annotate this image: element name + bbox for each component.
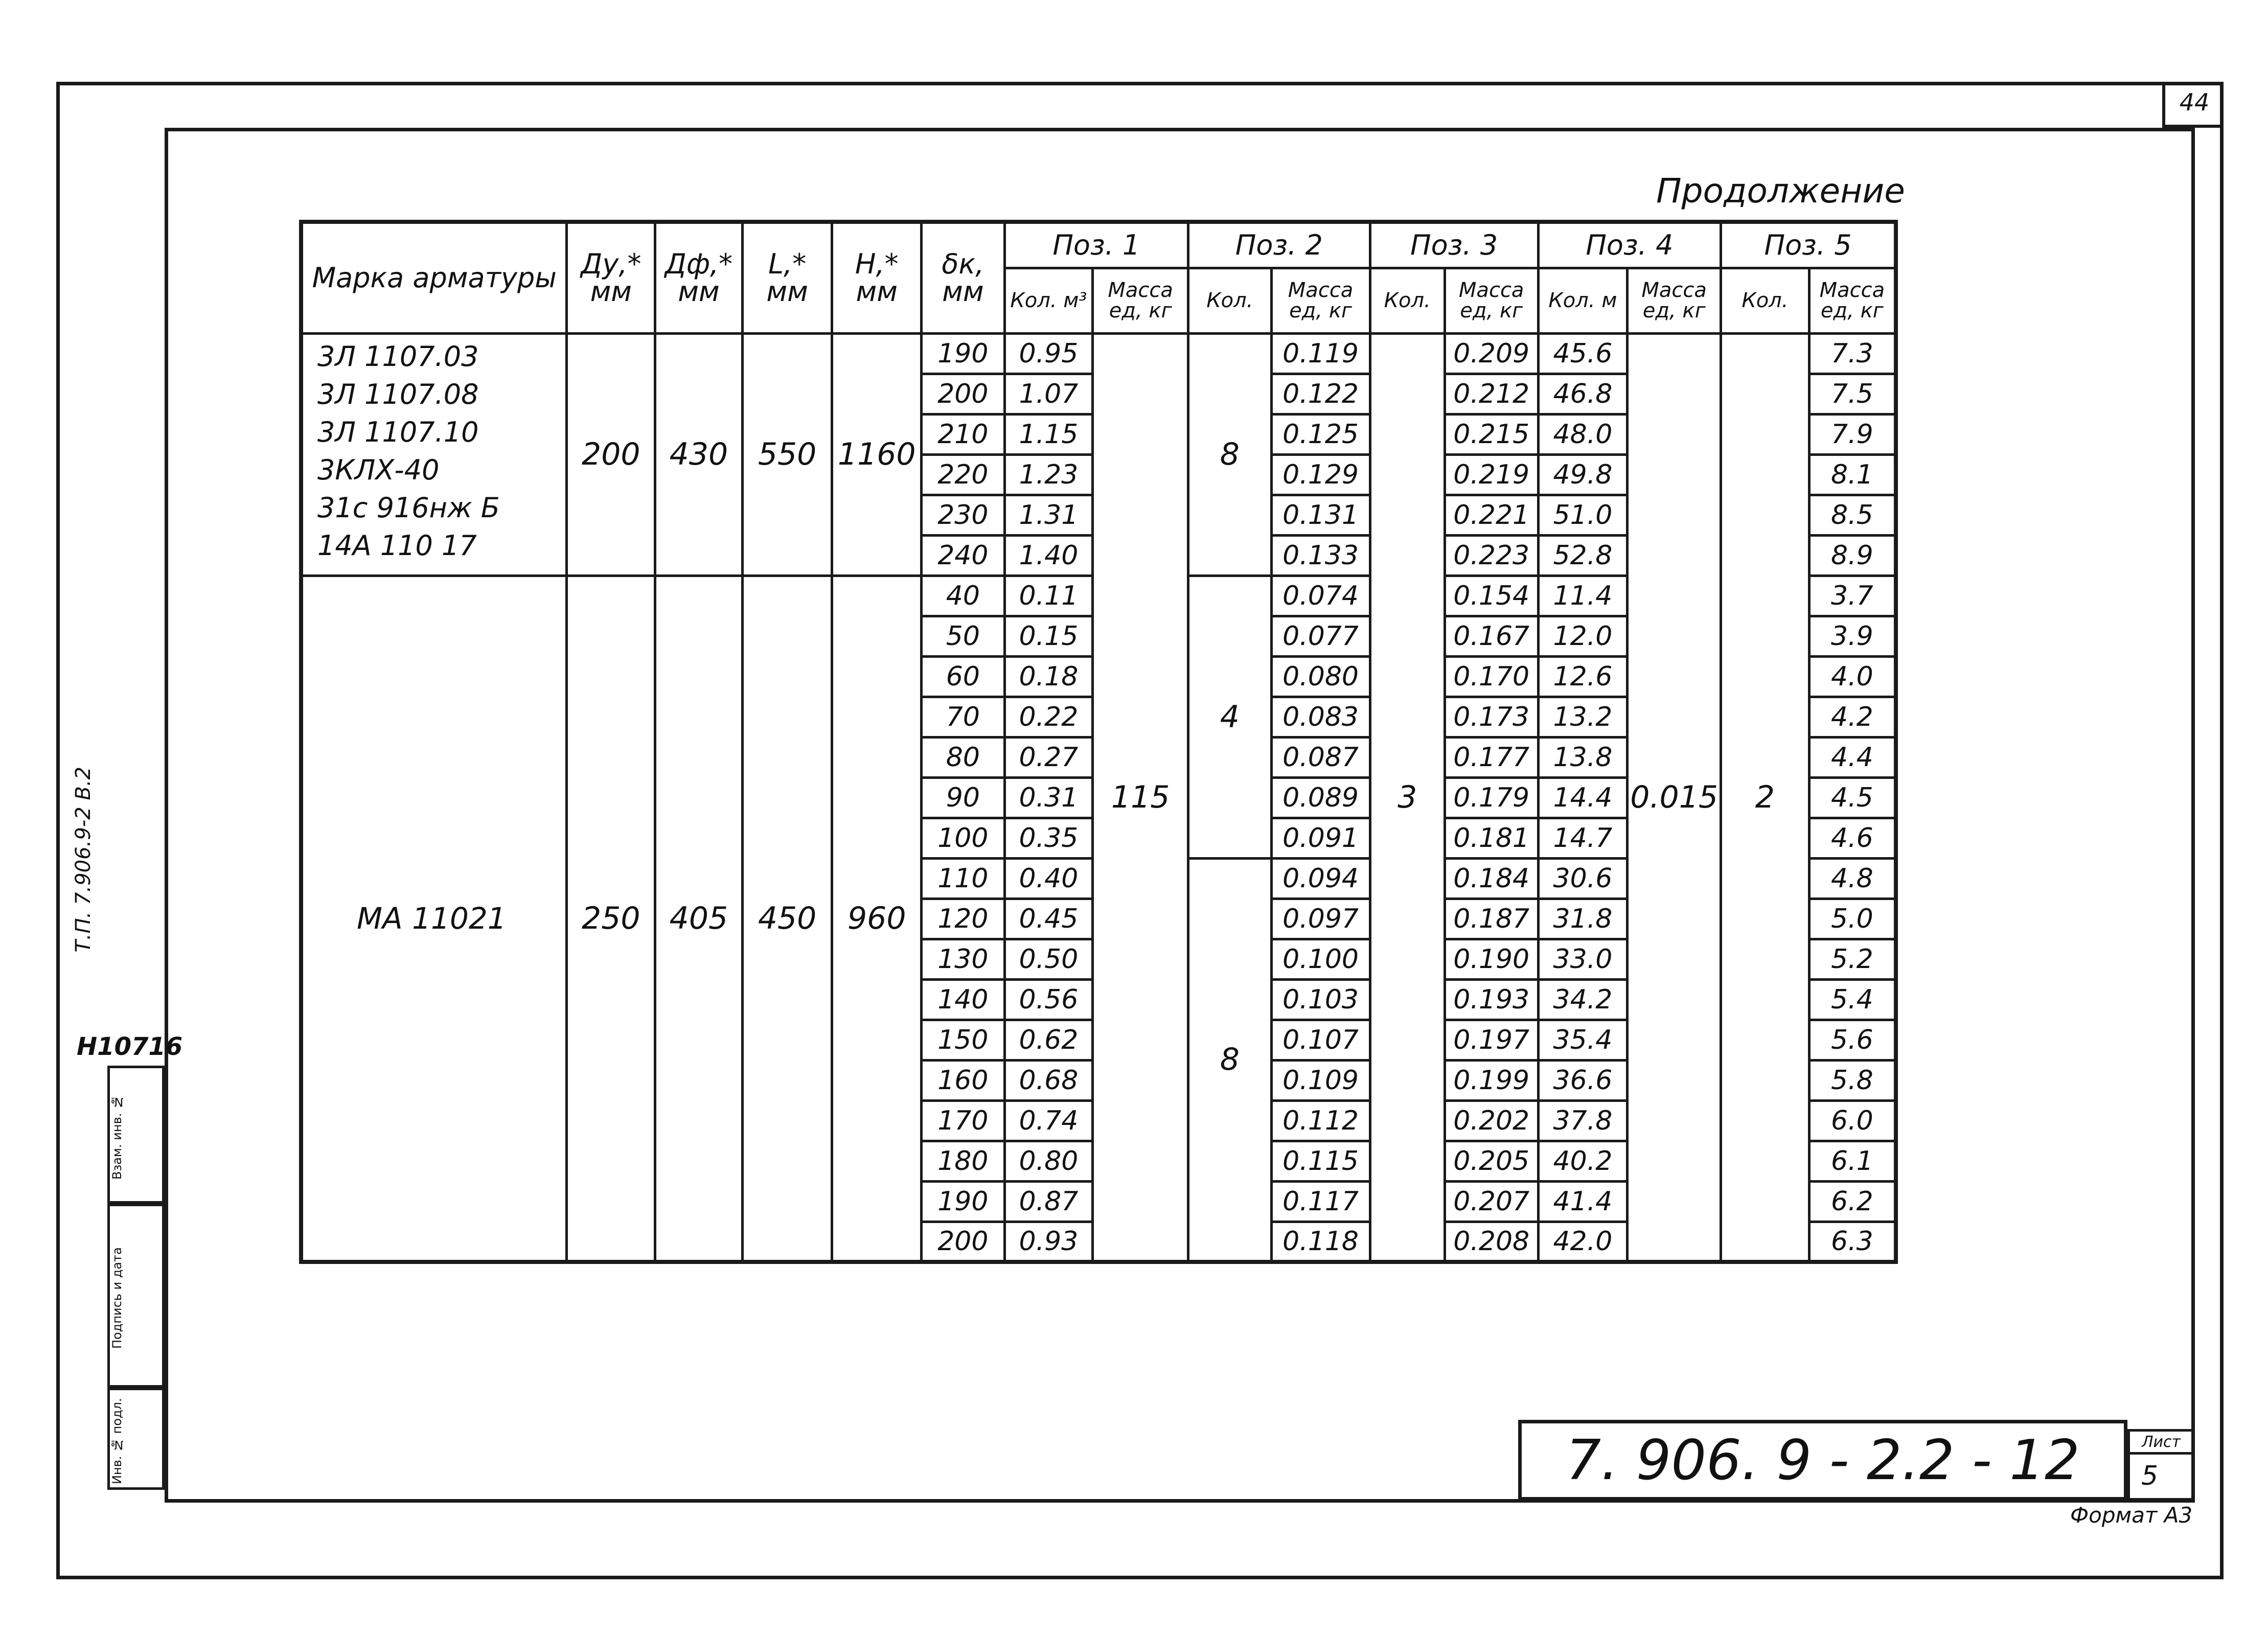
p3-massa-cell: 0.199 (1445, 1060, 1538, 1100)
table-row (301, 333, 1896, 374)
p5-massa-cell: 8.1 (1809, 454, 1896, 495)
document-reference: Т.П. 7.906.9-2 В.2 (72, 767, 95, 953)
header-p3-massa: Масса ед, кг (1445, 268, 1538, 333)
marka-item: 3Л 1107.03 (317, 340, 479, 373)
dk-cell: 190 (922, 333, 1004, 374)
p2-massa-cell: 0.115 (1271, 1141, 1370, 1181)
p2-massa-cell: 0.074 (1271, 575, 1370, 616)
header-du: Ду,* мм (567, 222, 655, 333)
du-value-1: 200 (567, 333, 655, 575)
header-p2-kol: Кол. (1188, 268, 1271, 333)
p2-massa-cell: 0.089 (1271, 777, 1370, 818)
header-poz2: Поз. 2 (1188, 222, 1370, 268)
header-dk: δк, мм (922, 222, 1004, 333)
p2-massa-cell: 0.125 (1271, 414, 1370, 454)
p2-massa-cell: 0.087 (1271, 737, 1370, 777)
l-value-2: 450 (742, 575, 832, 1262)
p5-kol-value: 2 (1721, 333, 1809, 1262)
p3-massa-cell: 0.209 (1445, 333, 1538, 374)
h-value-1: 1160 (832, 333, 922, 575)
p2-massa-cell: 0.097 (1271, 899, 1370, 939)
format-label: Формат А3 (2070, 1503, 2193, 1528)
marka-group-2: МА 11021 (301, 575, 567, 1262)
inventory-number: Н10716 (77, 1032, 183, 1061)
p3-massa-cell: 0.177 (1445, 737, 1538, 777)
p3-massa-cell: 0.215 (1445, 414, 1538, 454)
header-p3-kol: Кол. (1370, 268, 1445, 333)
p4-kol-cell: 41.4 (1538, 1181, 1628, 1222)
p5-massa-cell: 4.5 (1809, 777, 1896, 818)
dk-cell: 200 (922, 1222, 1004, 1262)
p2-massa-cell: 0.119 (1271, 333, 1370, 374)
p4-kol-cell: 33.0 (1538, 939, 1628, 979)
header-p1-massa: Масса ед, кг (1093, 268, 1188, 333)
dk-cell: 240 (922, 535, 1004, 575)
p3-massa-cell: 0.184 (1445, 858, 1538, 899)
sheet-label: Лист (2127, 1429, 2195, 1455)
dk-cell: 110 (922, 858, 1004, 899)
p5-massa-cell: 5.8 (1809, 1060, 1896, 1100)
dk-cell: 120 (922, 899, 1004, 939)
p3-massa-cell: 0.193 (1445, 979, 1538, 1020)
p5-massa-cell: 6.3 (1809, 1222, 1896, 1262)
p5-massa-cell: 6.2 (1809, 1181, 1896, 1222)
p3-massa-cell: 0.167 (1445, 616, 1538, 656)
p2-massa-cell: 0.100 (1271, 939, 1370, 979)
p1-kol-cell: 0.93 (1004, 1222, 1093, 1262)
header-h: Н,* мм (832, 222, 922, 333)
p4-kol-cell: 35.4 (1538, 1020, 1628, 1060)
p4-kol-cell: 48.0 (1538, 414, 1628, 454)
p5-massa-cell: 5.6 (1809, 1020, 1896, 1060)
p1-kol-cell: 1.31 (1004, 495, 1093, 535)
stamp-cell-original (107, 1388, 165, 1490)
p1-kol-cell: 0.11 (1004, 575, 1093, 616)
p2-massa-cell: 0.129 (1271, 454, 1370, 495)
p2-kol-group-2b: 8 (1188, 858, 1271, 1262)
p4-kol-cell: 37.8 (1538, 1100, 1628, 1141)
p3-massa-cell: 0.208 (1445, 1222, 1538, 1262)
p5-massa-cell: 4.8 (1809, 858, 1896, 899)
dk-cell: 40 (922, 575, 1004, 616)
p4-kol-cell: 14.4 (1538, 777, 1628, 818)
p1-kol-cell: 0.95 (1004, 333, 1093, 374)
p2-massa-cell: 0.133 (1271, 535, 1370, 575)
p5-massa-cell: 8.9 (1809, 535, 1896, 575)
p3-massa-cell: 0.179 (1445, 777, 1538, 818)
p3-massa-cell: 0.223 (1445, 535, 1538, 575)
dk-cell: 200 (922, 374, 1004, 414)
p1-kol-cell: 0.15 (1004, 616, 1093, 656)
p5-massa-cell: 8.5 (1809, 495, 1896, 535)
p2-massa-cell: 0.117 (1271, 1181, 1370, 1222)
p1-kol-cell: 0.31 (1004, 777, 1093, 818)
p1-kol-cell: 0.40 (1004, 858, 1093, 899)
p2-kol-group-2a: 4 (1188, 575, 1271, 858)
p4-kol-cell: 45.6 (1538, 333, 1628, 374)
p5-massa-cell: 6.1 (1809, 1141, 1896, 1181)
p2-massa-cell: 0.103 (1271, 979, 1370, 1020)
du-value-2: 250 (567, 575, 655, 1262)
p1-kol-cell: 0.27 (1004, 737, 1093, 777)
p5-massa-cell: 7.5 (1809, 374, 1896, 414)
p3-massa-cell: 0.173 (1445, 697, 1538, 737)
p2-kol-group-1: 8 (1188, 333, 1271, 575)
p2-massa-cell: 0.109 (1271, 1060, 1370, 1100)
p4-kol-cell: 36.6 (1538, 1060, 1628, 1100)
dk-cell: 60 (922, 656, 1004, 697)
dk-cell: 140 (922, 979, 1004, 1020)
p5-massa-cell: 5.4 (1809, 979, 1896, 1020)
p1-kol-cell: 1.15 (1004, 414, 1093, 454)
p4-kol-cell: 40.2 (1538, 1141, 1628, 1181)
p1-kol-cell: 0.62 (1004, 1020, 1093, 1060)
p3-massa-cell: 0.190 (1445, 939, 1538, 979)
marka-group-1 (301, 333, 567, 575)
p2-massa-cell: 0.107 (1271, 1020, 1370, 1060)
dk-cell: 80 (922, 737, 1004, 777)
dk-cell: 220 (922, 454, 1004, 495)
stamp-label: Подпись и дата (110, 1247, 124, 1349)
dk-cell: 70 (922, 697, 1004, 737)
p1-kol-cell: 0.56 (1004, 979, 1093, 1020)
sheet-box (2127, 1429, 2195, 1501)
p2-massa-cell: 0.083 (1271, 697, 1370, 737)
p5-massa-cell: 7.3 (1809, 333, 1896, 374)
marka-item: 31с 916нж Б (317, 491, 500, 524)
df-value-2: 405 (655, 575, 743, 1262)
p3-massa-cell: 0.212 (1445, 374, 1538, 414)
p4-kol-cell: 49.8 (1538, 454, 1628, 495)
p4-kol-cell: 12.0 (1538, 616, 1628, 656)
p2-massa-cell: 0.122 (1271, 374, 1370, 414)
p4-massa-value: 0.015 (1628, 333, 1721, 1262)
p5-massa-cell: 3.9 (1809, 616, 1896, 656)
header-poz5: Поз. 5 (1721, 222, 1896, 268)
p3-massa-cell: 0.205 (1445, 1141, 1538, 1181)
marka-item: 3Л 1107.08 (317, 378, 479, 410)
stamp-cell-signature (107, 1204, 165, 1388)
stamp-cell-replaces (107, 1066, 165, 1204)
header-p2-massa: Масса ед, кг (1271, 268, 1370, 333)
p4-kol-cell: 52.8 (1538, 535, 1628, 575)
p1-kol-cell: 0.74 (1004, 1100, 1093, 1141)
sheet-value: 5 (2127, 1455, 2195, 1501)
header-df: Дф,* мм (655, 222, 743, 333)
p2-massa-cell: 0.080 (1271, 656, 1370, 697)
p4-kol-cell: 12.6 (1538, 656, 1628, 697)
continuation-label: Продолжение (1656, 171, 1905, 211)
header-poz3: Поз. 3 (1370, 222, 1538, 268)
p5-massa-cell: 6.0 (1809, 1100, 1896, 1141)
p1-kol-cell: 1.07 (1004, 374, 1093, 414)
p1-kol-cell: 0.50 (1004, 939, 1093, 979)
marka-item: 3КЛХ-40 (317, 453, 440, 486)
dk-cell: 150 (922, 1020, 1004, 1060)
header-l: L,* мм (742, 222, 832, 333)
p3-massa-cell: 0.187 (1445, 899, 1538, 939)
p1-massa-value: 115 (1093, 333, 1188, 1262)
p1-kol-cell: 0.18 (1004, 656, 1093, 697)
l-value-1: 550 (742, 333, 832, 575)
dk-cell: 90 (922, 777, 1004, 818)
p1-kol-cell: 0.87 (1004, 1181, 1093, 1222)
specification-table (299, 220, 1898, 1264)
header-p5-massa: Масса ед, кг (1809, 268, 1896, 333)
p3-massa-cell: 0.197 (1445, 1020, 1538, 1060)
p5-massa-cell: 5.2 (1809, 939, 1896, 979)
p2-massa-cell: 0.131 (1271, 495, 1370, 535)
df-value-1: 430 (655, 333, 743, 575)
p4-kol-cell: 34.2 (1538, 979, 1628, 1020)
stamp-label: Инв. № подл. (110, 1398, 124, 1485)
p3-massa-cell: 0.154 (1445, 575, 1538, 616)
header-p5-kol: Кол. (1721, 268, 1809, 333)
header-poz1: Поз. 1 (1004, 222, 1188, 268)
stamp-block (107, 1066, 165, 1490)
p3-massa-cell: 0.221 (1445, 495, 1538, 535)
dk-cell: 170 (922, 1100, 1004, 1141)
header-poz4: Поз. 4 (1538, 222, 1721, 268)
dk-cell: 50 (922, 616, 1004, 656)
p2-massa-cell: 0.118 (1271, 1222, 1370, 1262)
p3-massa-cell: 0.219 (1445, 454, 1538, 495)
dk-cell: 190 (922, 1181, 1004, 1222)
sheet-number-top: 44 (2162, 82, 2224, 128)
p2-massa-cell: 0.094 (1271, 858, 1370, 899)
p5-massa-cell: 5.0 (1809, 899, 1896, 939)
p1-kol-cell: 0.35 (1004, 818, 1093, 858)
p3-kol-value: 3 (1370, 333, 1445, 1262)
p2-massa-cell: 0.112 (1271, 1100, 1370, 1141)
p4-kol-cell: 14.7 (1538, 818, 1628, 858)
p1-kol-cell: 1.23 (1004, 454, 1093, 495)
p5-massa-cell: 4.2 (1809, 697, 1896, 737)
p4-kol-cell: 42.0 (1538, 1222, 1628, 1262)
p4-kol-cell: 13.2 (1538, 697, 1628, 737)
dk-cell: 210 (922, 414, 1004, 454)
p1-kol-cell: 0.80 (1004, 1141, 1093, 1181)
p3-massa-cell: 0.181 (1445, 818, 1538, 858)
p4-kol-cell: 51.0 (1538, 495, 1628, 535)
dk-cell: 100 (922, 818, 1004, 858)
p5-massa-cell: 7.9 (1809, 414, 1896, 454)
marka-item: 14А 110 17 (317, 529, 477, 562)
header-p1-kol: Кол. м³ (1004, 268, 1093, 333)
header-marka: Марка арматуры (301, 222, 567, 333)
p3-massa-cell: 0.202 (1445, 1100, 1538, 1141)
p3-massa-cell: 0.207 (1445, 1181, 1538, 1222)
p5-massa-cell: 4.0 (1809, 656, 1896, 697)
p5-massa-cell: 4.4 (1809, 737, 1896, 777)
p4-kol-cell: 11.4 (1538, 575, 1628, 616)
p4-kol-cell: 13.8 (1538, 737, 1628, 777)
p2-massa-cell: 0.091 (1271, 818, 1370, 858)
p5-massa-cell: 4.6 (1809, 818, 1896, 858)
p1-kol-cell: 0.68 (1004, 1060, 1093, 1100)
p1-kol-cell: 0.45 (1004, 899, 1093, 939)
p4-kol-cell: 31.8 (1538, 899, 1628, 939)
p3-massa-cell: 0.170 (1445, 656, 1538, 697)
dk-cell: 230 (922, 495, 1004, 535)
dk-cell: 130 (922, 939, 1004, 979)
p4-kol-cell: 30.6 (1538, 858, 1628, 899)
dk-cell: 180 (922, 1141, 1004, 1181)
p2-massa-cell: 0.077 (1271, 616, 1370, 656)
p5-massa-cell: 3.7 (1809, 575, 1896, 616)
stamp-label: Взам. инв. № (110, 1095, 124, 1180)
dk-cell: 160 (922, 1060, 1004, 1100)
p1-kol-cell: 1.40 (1004, 535, 1093, 575)
p4-kol-cell: 46.8 (1538, 374, 1628, 414)
h-value-2: 960 (832, 575, 922, 1262)
header-p4-massa: Масса ед, кг (1628, 268, 1721, 333)
header-p4-kol: Кол. м (1538, 268, 1628, 333)
p1-kol-cell: 0.22 (1004, 697, 1093, 737)
marka-item: 3Л 1107.10 (317, 416, 479, 448)
document-designation: 7. 906. 9 - 2.2 - 12 (1518, 1420, 2127, 1501)
